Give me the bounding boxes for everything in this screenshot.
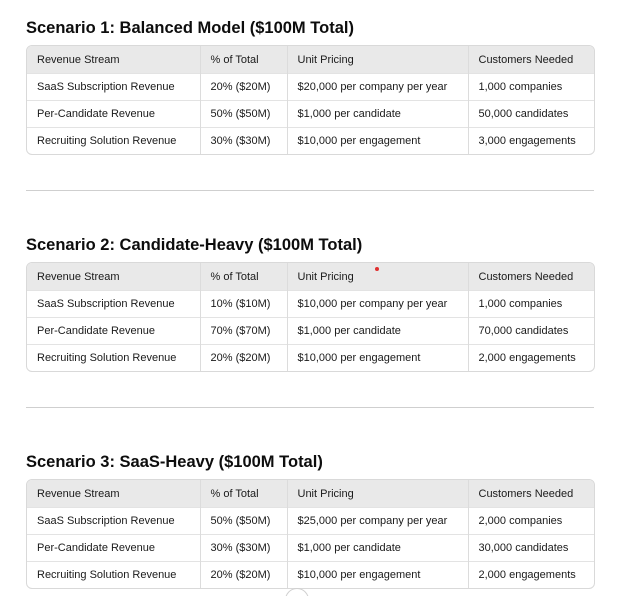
column-header-customers-needed: Customers Needed — [468, 480, 594, 508]
customers-needed-cell: 2,000 engagements — [468, 345, 594, 372]
scroll-down-button[interactable] — [285, 588, 309, 596]
column-header-percent-of-total: % of Total — [200, 263, 287, 291]
column-header-unit-pricing: Unit Pricing — [287, 46, 468, 74]
customers-needed-cell: 2,000 engagements — [468, 562, 594, 589]
customers-needed-cell: 3,000 engagements — [468, 128, 594, 155]
table-row — [27, 74, 594, 101]
column-header-unit-pricing: Unit Pricing — [287, 263, 468, 291]
customers-needed-cell: 2,000 companies — [468, 508, 594, 535]
cursor-dot — [375, 267, 379, 271]
revenue-stream-cell: Per-Candidate Revenue — [27, 101, 200, 128]
unit-pricing-cell: $10,000 per engagement — [287, 345, 468, 372]
table-row — [27, 345, 594, 372]
scenario-2-title: Scenario 2: Candidate-Heavy ($100M Total) — [26, 236, 363, 254]
column-header-revenue-stream: Revenue Stream — [27, 480, 200, 508]
scenario-3-title: Scenario 3: SaaS-Heavy ($100M Total) — [26, 453, 323, 471]
percent-cell: 50% ($50M) — [200, 508, 287, 535]
percent-cell: 20% ($20M) — [200, 562, 287, 589]
section-divider — [26, 407, 594, 408]
table-row — [27, 318, 594, 345]
unit-pricing-cell: $20,000 per company per year — [287, 74, 468, 101]
scenario-2-table — [26, 262, 595, 372]
customers-needed-cell: 1,000 companies — [468, 74, 594, 101]
unit-pricing-cell: $1,000 per candidate — [287, 101, 468, 128]
column-header-customers-needed: Customers Needed — [468, 263, 594, 291]
table-header-row — [27, 46, 594, 74]
column-header-percent-of-total: % of Total — [200, 480, 287, 508]
table-row — [27, 101, 594, 128]
unit-pricing-cell: $10,000 per company per year — [287, 291, 468, 318]
customers-needed-cell: 1,000 companies — [468, 291, 594, 318]
column-header-customers-needed: Customers Needed — [468, 46, 594, 74]
percent-cell: 30% ($30M) — [200, 128, 287, 155]
revenue-stream-cell: SaaS Subscription Revenue — [27, 74, 200, 101]
customers-needed-cell: 30,000 candidates — [468, 535, 594, 562]
revenue-stream-cell: SaaS Subscription Revenue — [27, 508, 200, 535]
revenue-stream-cell: Per-Candidate Revenue — [27, 535, 200, 562]
percent-cell: 20% ($20M) — [200, 74, 287, 101]
unit-pricing-cell: $25,000 per company per year — [287, 508, 468, 535]
percent-cell: 10% ($10M) — [200, 291, 287, 318]
column-header-revenue-stream: Revenue Stream — [27, 263, 200, 291]
column-header-revenue-stream: Revenue Stream — [27, 46, 200, 74]
table-row — [27, 291, 594, 318]
unit-pricing-cell: $10,000 per engagement — [287, 562, 468, 589]
table-row — [27, 128, 594, 155]
percent-cell: 30% ($30M) — [200, 535, 287, 562]
scenario-1-title: Scenario 1: Balanced Model ($100M Total) — [26, 19, 354, 37]
unit-pricing-cell: $10,000 per engagement — [287, 128, 468, 155]
customers-needed-cell: 50,000 candidates — [468, 101, 594, 128]
table-header-row — [27, 263, 594, 291]
table-header-row — [27, 480, 594, 508]
revenue-stream-cell: SaaS Subscription Revenue — [27, 291, 200, 318]
unit-pricing-cell: $1,000 per candidate — [287, 318, 468, 345]
percent-cell: 70% ($70M) — [200, 318, 287, 345]
revenue-stream-cell: Per-Candidate Revenue — [27, 318, 200, 345]
table-row — [27, 535, 594, 562]
customers-needed-cell: 70,000 candidates — [468, 318, 594, 345]
revenue-stream-cell: Recruiting Solution Revenue — [27, 562, 200, 589]
section-divider — [26, 190, 594, 191]
revenue-stream-cell: Recruiting Solution Revenue — [27, 128, 200, 155]
revenue-stream-cell: Recruiting Solution Revenue — [27, 345, 200, 372]
column-header-percent-of-total: % of Total — [200, 46, 287, 74]
column-header-unit-pricing: Unit Pricing — [287, 480, 468, 508]
scenario-3-table — [26, 479, 595, 589]
table-row — [27, 562, 594, 589]
unit-pricing-cell: $1,000 per candidate — [287, 535, 468, 562]
scenario-1-table — [26, 45, 595, 155]
percent-cell: 20% ($20M) — [200, 345, 287, 372]
percent-cell: 50% ($50M) — [200, 101, 287, 128]
table-row — [27, 508, 594, 535]
